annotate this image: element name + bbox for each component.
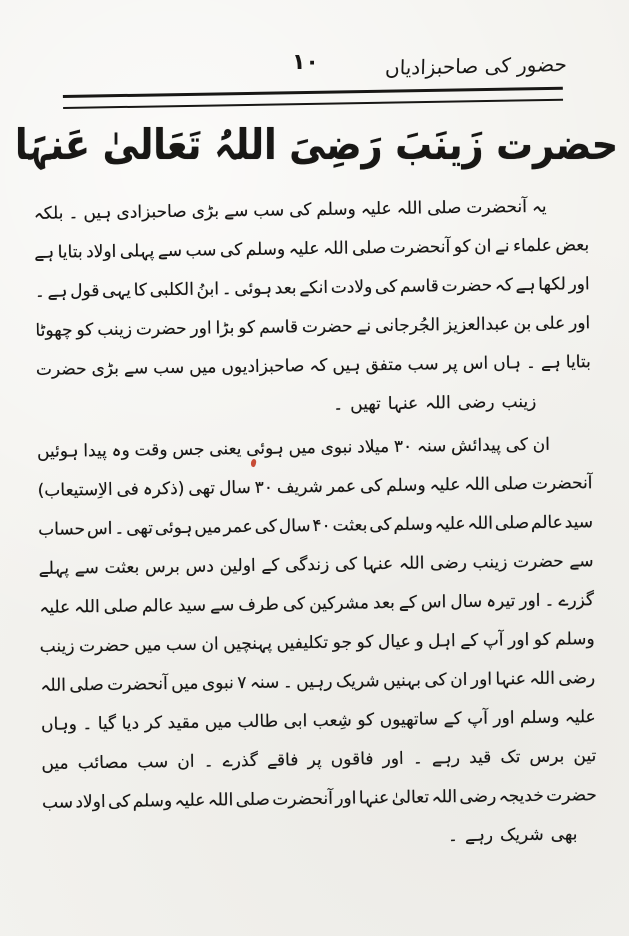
word: ۔: [68, 203, 79, 224]
word: ہوئی: [246, 438, 284, 459]
word: ہے: [47, 281, 68, 302]
word: اور: [493, 707, 515, 729]
word: کی: [334, 553, 358, 575]
word: عمر: [326, 475, 357, 497]
word: ہوئی: [234, 278, 273, 300]
word: اہل: [427, 631, 456, 652]
word: اس: [462, 353, 489, 374]
word: سب: [137, 751, 169, 773]
page-number: ۱۰: [292, 50, 319, 75]
word: میں: [189, 356, 217, 378]
word: صاحبزادی: [116, 201, 187, 223]
word: اللہ: [398, 553, 425, 574]
text-line: [42, 814, 597, 861]
word: میں: [134, 634, 162, 656]
word: پہنچیں: [223, 633, 273, 655]
word: طالب: [237, 711, 279, 732]
word: عالم: [530, 512, 563, 533]
word: بتایا: [565, 351, 591, 372]
word: عنہا: [387, 393, 419, 414]
word: اور: [335, 787, 357, 809]
word: رہیں: [296, 671, 333, 693]
word: سے: [74, 558, 100, 579]
word: علی: [535, 312, 566, 334]
word: اللہ: [40, 675, 67, 696]
word: دیا: [121, 712, 140, 734]
word: ان: [449, 669, 468, 690]
word: اولاد: [75, 791, 106, 812]
word: ۔: [82, 714, 93, 735]
word: وسلم: [132, 790, 173, 812]
word: تین: [573, 745, 597, 766]
word: اور: [190, 317, 212, 339]
word: الجُرجانی: [374, 314, 441, 336]
word: علیہ: [434, 513, 466, 535]
word: مشرکین: [308, 592, 370, 614]
word: سید: [177, 595, 207, 616]
word: میں: [171, 673, 199, 694]
word: ولادت: [330, 276, 373, 298]
word: ۴۰: [312, 515, 331, 536]
word: حضرت: [35, 358, 87, 380]
word: زینب: [39, 635, 75, 657]
word: میں: [194, 516, 222, 538]
word: ہوئیں: [36, 441, 79, 462]
word: نبوی: [320, 436, 353, 458]
word: کی: [374, 276, 398, 297]
word: علیہ: [39, 597, 71, 618]
word: ۔: [114, 518, 125, 539]
word: آنحضرت: [466, 196, 528, 218]
word: عیال: [377, 631, 411, 652]
word: نبوی: [201, 672, 234, 694]
word: حضرت: [546, 784, 597, 806]
word: سنہ: [249, 672, 280, 693]
word: قول: [69, 280, 100, 301]
word: قید: [468, 747, 492, 768]
word: میں: [288, 437, 316, 458]
word: علماء: [512, 235, 553, 256]
word: کو: [357, 709, 375, 730]
word: کی: [505, 434, 529, 455]
word: عنہا: [495, 669, 527, 690]
word: اور: [568, 273, 590, 294]
word: میں: [204, 711, 233, 733]
word: پر: [307, 749, 322, 770]
word: بڑی: [191, 200, 220, 222]
word: اور: [519, 590, 541, 611]
word: بھی: [550, 823, 578, 845]
word: ۔: [221, 279, 232, 300]
word: ان: [474, 236, 492, 257]
word: شریک: [499, 824, 544, 845]
word: علیہ: [360, 198, 392, 220]
running-header: حضور کی صاحبزادیاں: [384, 51, 568, 80]
word: ۔: [203, 751, 214, 772]
word: حضرت: [135, 318, 187, 339]
word: اللہ: [396, 198, 423, 219]
word: برس: [144, 556, 180, 577]
word: کے: [261, 555, 280, 576]
word: ۔: [282, 672, 293, 693]
word: و: [415, 631, 424, 652]
word: کر: [144, 712, 163, 733]
word: جو: [332, 632, 353, 653]
word: سال: [450, 591, 483, 612]
word: علیہ: [429, 474, 461, 496]
word: اللہ: [464, 474, 490, 495]
word: کی: [424, 669, 447, 690]
word: چھوٹا: [35, 319, 73, 341]
word: یعنی: [209, 438, 242, 459]
word: ۔: [544, 590, 555, 611]
word: میں: [41, 752, 69, 774]
word: اللہ: [74, 597, 100, 618]
word: قاسم: [258, 316, 299, 338]
word: کی: [107, 791, 131, 812]
word: اور: [507, 629, 530, 650]
word: بتایا: [57, 241, 83, 263]
word: وسلم: [245, 238, 286, 260]
word: صلی: [493, 473, 529, 495]
word: کو: [356, 631, 374, 652]
word: بڑا: [215, 317, 235, 338]
word: فاقے: [266, 750, 299, 771]
word: کا: [133, 279, 148, 301]
word: حضرت: [78, 635, 130, 656]
word: سے: [223, 200, 249, 222]
word: تھیں: [350, 393, 381, 415]
word: کہ: [309, 355, 328, 377]
word: خدیجہ: [498, 785, 544, 807]
word: کی: [219, 239, 243, 260]
word: رضی: [457, 391, 495, 413]
word: اور: [568, 312, 591, 333]
word: کی: [359, 475, 383, 496]
word: ۔: [412, 748, 423, 769]
word: جس: [172, 439, 205, 460]
word: کے: [443, 708, 462, 730]
paragraph: [33, 186, 591, 428]
word: ۔: [525, 352, 536, 374]
word: بعثت: [104, 556, 140, 578]
word: آنحضرت: [389, 236, 451, 258]
word: صلی: [351, 237, 387, 258]
word: تعالیٰ: [391, 786, 430, 808]
word: برس: [529, 746, 565, 767]
word: بہنیں: [382, 670, 422, 692]
word: صلی: [69, 674, 104, 695]
word: ان: [532, 434, 551, 455]
word: آنحضرت: [107, 673, 168, 695]
word: سال: [218, 477, 251, 498]
word: حضرت: [441, 275, 493, 296]
word: بلکہ: [33, 203, 64, 224]
word: حساب: [38, 518, 86, 540]
word: یہ: [531, 196, 547, 217]
word: بڑی: [91, 358, 120, 379]
word: ان: [201, 633, 219, 655]
word: ابی: [283, 710, 308, 731]
word: فاقوں: [330, 748, 374, 770]
word: آپ: [482, 629, 504, 651]
word: کے: [460, 630, 479, 651]
word: اللہ: [322, 238, 349, 259]
word: پیدا: [83, 440, 107, 461]
word: کو: [76, 319, 94, 340]
word: زینب: [501, 391, 537, 412]
word: سنہ: [416, 436, 447, 457]
word: آپ: [466, 708, 488, 729]
word: ان: [177, 751, 195, 772]
word: الکلبی: [149, 279, 195, 300]
word: حضرت: [512, 551, 564, 572]
word: رضی: [429, 552, 468, 573]
word: تھی: [125, 517, 154, 539]
word: عالم: [141, 595, 174, 616]
word: رضی: [459, 786, 497, 807]
word: اور: [382, 748, 404, 769]
word: عنہا: [358, 787, 390, 809]
chapter-title: حضرت زَینَبَ رَضِیَ اللہُ تَعَالیٰ عَنہَا: [14, 119, 619, 169]
word: ہے: [515, 274, 536, 296]
word: ہے: [34, 242, 55, 263]
word: صلی: [494, 512, 530, 533]
word: سے: [569, 551, 594, 572]
word: کی: [289, 199, 312, 220]
word: شِعب: [312, 710, 352, 731]
word: وقت: [134, 439, 168, 461]
word: عبدالعزیز: [443, 313, 510, 335]
word: نے: [494, 236, 510, 257]
word: کو: [238, 317, 256, 338]
word: سال: [278, 515, 311, 537]
word: وہ: [111, 440, 130, 461]
word: ہاں: [493, 353, 521, 374]
word: علیہ: [288, 238, 320, 260]
word: صلی: [235, 789, 271, 810]
word: سے: [123, 358, 149, 379]
word: سب: [153, 357, 185, 378]
word: اولاد: [85, 241, 117, 262]
word: ہیں: [332, 355, 361, 376]
word: صاحبزادیوں: [221, 355, 305, 377]
word: ہوئی: [154, 517, 193, 539]
word: تھی: [188, 477, 216, 499]
word: طرف: [238, 594, 279, 615]
word: سب: [253, 199, 285, 221]
word: کی: [254, 516, 278, 537]
word: حضرت: [301, 315, 353, 337]
word: کی: [369, 514, 392, 535]
word: بعد: [274, 277, 297, 299]
word: تک: [500, 746, 521, 767]
word: پر: [443, 353, 458, 374]
word: وسلم: [555, 628, 595, 650]
word: (ذکرہ: [142, 478, 185, 500]
word: وسلم: [393, 513, 433, 535]
word: شریف: [276, 476, 323, 498]
word: آنحضرت: [272, 788, 334, 810]
word: آنحضرت: [531, 472, 593, 494]
word: بن: [513, 313, 532, 334]
word: دس: [185, 555, 214, 577]
word: تکلیفیں: [276, 632, 329, 654]
word: صلی: [103, 595, 139, 617]
paragraph: [37, 424, 598, 861]
word: بعض: [555, 234, 590, 256]
word: گزرے: [558, 590, 595, 611]
word: بعد: [372, 592, 395, 613]
word: صلی: [426, 197, 462, 218]
word: اور: [470, 669, 493, 690]
word: ۷: [237, 672, 247, 693]
word: گیا: [97, 713, 117, 734]
word: اللہ: [467, 513, 494, 534]
word: کو: [533, 629, 551, 650]
word: مقید: [167, 712, 200, 733]
word: ۔: [447, 826, 459, 847]
word: ہے: [540, 352, 561, 373]
word: کو: [453, 236, 471, 257]
word: عنہا: [362, 553, 394, 575]
word: پہلے: [38, 558, 70, 579]
word: علیہ: [174, 790, 206, 811]
word: سب: [407, 353, 439, 375]
word: زینب: [97, 319, 133, 340]
word: انکے: [299, 277, 329, 299]
word: سب: [185, 239, 217, 261]
word: کہ: [494, 275, 514, 296]
word: پیدائش: [450, 434, 502, 456]
word: یہی: [101, 280, 132, 301]
word: وسلم: [316, 198, 356, 220]
word: قاسم: [399, 275, 439, 297]
word: ۔: [333, 394, 344, 415]
word: اللہ: [207, 790, 234, 811]
word: رضی: [558, 667, 596, 689]
word: اللہ: [529, 668, 556, 690]
word: مصائب: [77, 752, 129, 773]
word: اولین: [219, 555, 256, 576]
word: اللہ: [425, 393, 451, 414]
text-line: [36, 381, 591, 428]
word: فی: [116, 478, 139, 500]
word: ساتھیوں: [379, 708, 439, 730]
body-text: [33, 186, 597, 861]
word: الاِستیعاب): [37, 479, 113, 501]
word: سب: [165, 634, 198, 655]
word: سید: [564, 511, 594, 533]
word: میلاد: [357, 436, 390, 457]
word: شریک: [335, 670, 380, 692]
word: ۔: [34, 281, 45, 302]
word: بعثت: [332, 514, 368, 536]
word: ۳۰: [393, 436, 413, 457]
word: اللہ: [431, 787, 458, 808]
word: سب: [41, 791, 74, 813]
word: کی: [282, 593, 306, 614]
word: رہے: [431, 748, 461, 769]
word: اس: [86, 518, 113, 539]
word: وسلم: [519, 707, 560, 728]
word: سے: [209, 595, 235, 616]
word: سے: [157, 240, 183, 262]
word: گذرے: [222, 750, 259, 772]
word: ہیں: [83, 202, 112, 224]
word: زندگی: [284, 554, 330, 575]
word: پہلی: [119, 241, 155, 262]
word: علیہ: [564, 707, 596, 728]
word: ابنُ: [196, 278, 220, 300]
word: عمر: [223, 516, 253, 537]
word: رہے: [464, 825, 494, 846]
word: ۳۰: [254, 477, 274, 498]
word: وسلم: [386, 474, 426, 496]
word: تیرہ: [485, 591, 516, 612]
word: نے: [356, 316, 372, 337]
word: لکھا: [538, 273, 566, 295]
word: زینب: [472, 551, 508, 573]
word: اس: [420, 591, 447, 613]
word: کے: [398, 592, 418, 613]
word: متفق: [365, 354, 403, 375]
word: وہاں: [40, 714, 77, 735]
